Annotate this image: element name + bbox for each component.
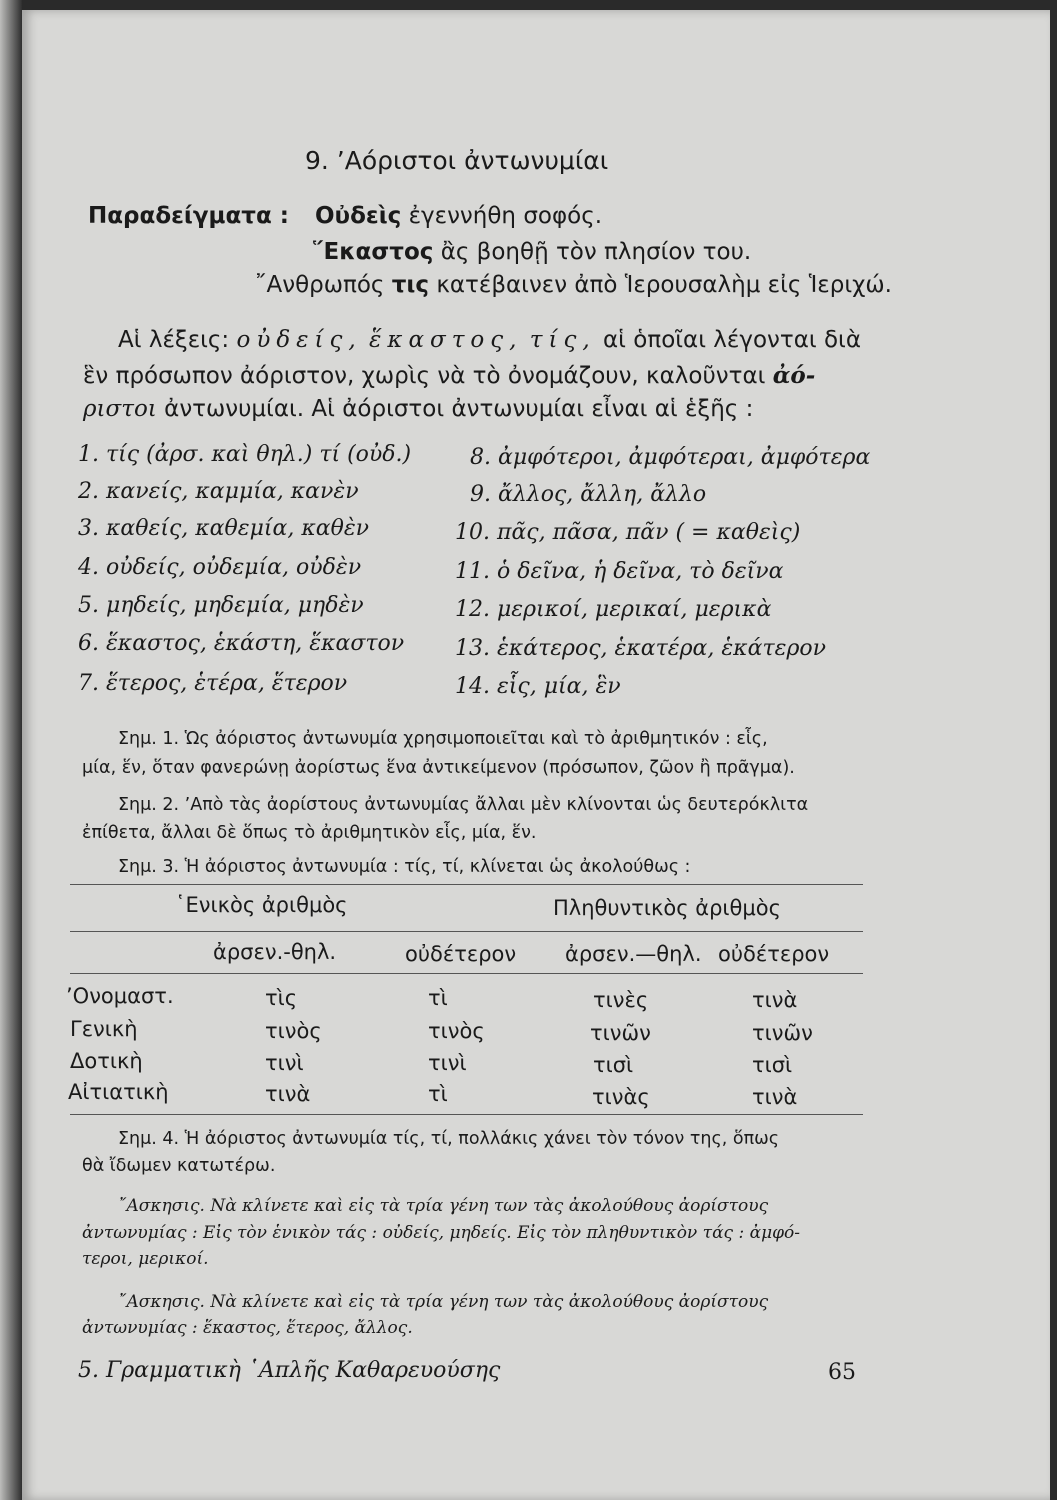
section-heading: 9. ’Αόριστοι ἀντωνυμίαι: [305, 146, 609, 175]
note-2-line-2: ἐπίθετα, ἄλλαι δὲ ὅπως τὸ ἀριθμητικὸν εἷς, μία, ἕν.: [82, 823, 537, 843]
list-right-14: 14. εἷς, μία, ἓν: [455, 674, 621, 699]
list-left-6: 6. ἕκαστος, ἑκάστη, ἕκαστον: [78, 631, 405, 656]
exercise-1-line-1: ῎Ασκησις. Νὰ κλίνετε καὶ εἰς τὰ τρία γένη των τὰς ἀκολούθους ἀορίστους: [118, 1196, 769, 1216]
list-left-7: 7. ἕτερος, ἑτέρα, ἕτερον: [78, 671, 348, 696]
para-l1-a: Αἱ λέξεις:: [118, 327, 230, 353]
list-left-2: 2. κανείς, καμμία, κανὲν: [78, 479, 359, 504]
example-line-2: [312, 239, 751, 265]
para-word-ekastos: ἕκαστος,: [369, 327, 523, 353]
example-1-bold: Οὐδεὶς: [315, 203, 402, 229]
paragraph-line-3: [83, 396, 753, 422]
table-case-nominative: ’Ονομαστ.: [66, 984, 174, 1008]
page-binding-edge: [0, 0, 22, 1500]
table-cell: τισὶ: [593, 1053, 634, 1077]
para-l2-italic: ἀό-: [772, 362, 816, 389]
table-case-genitive: Γενικὴ: [70, 1017, 138, 1041]
table-cell: τινῶν: [590, 1021, 651, 1045]
list-left-1: 1. τίς (ἀρσ. καὶ θηλ.) τί (οὐδ.): [78, 442, 412, 467]
list-right-10: 10. πᾶς, πᾶσα, πᾶν ( = καθεὶς): [455, 520, 801, 545]
table-rule-top: [70, 884, 863, 885]
example-3-bold: τις: [391, 272, 430, 298]
example-3-pre: ῎Ανθρωπός: [255, 272, 385, 298]
para-l3: ἀντωνυμίαι. Αἱ ἀόριστοι ἀντωνυμίαι εἶναι αἱ ἑξῆς :: [164, 396, 754, 422]
table-cell: τὶ: [428, 986, 448, 1010]
table-subheader-4: οὐδέτερον: [718, 942, 830, 966]
note-4-line-1: Σημ. 4. Ἡ ἀόριστος ἀντωνυμία τίς, τί, πολλάκις χάνει τὸν τόνον της, ὅπως: [118, 1129, 780, 1149]
list-right-8: 8. ἀμφότεροι, ἀμφότεραι, ἀμφότερα: [470, 445, 871, 470]
table-cell: τὶς: [265, 986, 298, 1010]
table-cell: τὶ: [428, 1082, 448, 1106]
para-l3-italic: ριστοι: [83, 396, 157, 422]
para-l1-b: αἱ ὁποῖαι λέγονται διὰ: [603, 327, 861, 353]
table-subheader-2: οὐδέτερον: [405, 942, 517, 966]
table-cell: τινὸς: [428, 1019, 485, 1043]
book-page: [22, 10, 1050, 1500]
table-header-singular: ῾Ενικὸς ἀριθμὸς: [175, 893, 348, 917]
example-3-rest: κατέβαινεν ἀπὸ Ἱερουσαλὴμ εἰς Ἱεριχώ.: [436, 272, 892, 298]
list-left-5: 5. μηδείς, μηδεμία, μηδὲν: [78, 593, 364, 618]
table-cell: τισὶ: [752, 1053, 793, 1077]
table-cell: τινὰ: [752, 988, 798, 1012]
examples-label: Παραδείγματα :: [88, 203, 289, 229]
note-2-line-1: Σημ. 2. ’Απὸ τὰς ἀορίστους ἀντωνυμίας ἄλλαι μὲν κλίνονται ὡς δευτερόκλιτα: [118, 795, 809, 815]
exercise-2-line-2: ἀντωνυμίας : ἕκαστος, ἕτερος, ἄλλος.: [82, 1318, 413, 1338]
table-subheader-1: ἀρσεν.-θηλ.: [213, 940, 337, 964]
table-cell: τινὰς: [592, 1085, 650, 1109]
table-cell: τινῶν: [752, 1021, 813, 1045]
table-rule-bottom: [70, 1114, 863, 1115]
note-1-line-2: μία, ἕν, ὅταν φανερώνῃ ἀορίστως ἕνα ἀντικείμενον (πρόσωπον, ζῶον ἢ πρᾶγμα).: [82, 758, 795, 778]
paragraph-line-1: [118, 327, 861, 353]
list-right-12: 12. μερικοί, μερικαί, μερικὰ: [455, 597, 772, 622]
note-4-line-2: θὰ ἴδωμεν κατωτέρω.: [82, 1156, 276, 1176]
table-cell: τινὰ: [752, 1085, 798, 1109]
table-cell: τινὸς: [265, 1019, 322, 1043]
table-header-plural: Πληθυντικὸς ἀριθμὸς: [553, 896, 781, 920]
exercise-1-line-2: ἀντωνυμίας : Εἰς τὸν ἑνικὸν τάς : οὐδείς, μηδείς. Εἰς τὸν πληθυντικὸν τάς : ἀμφό-: [82, 1223, 801, 1243]
para-word-tis: τίς,: [529, 327, 596, 353]
table-cell: τινὶ: [265, 1051, 304, 1075]
table-case-accusative: Αἰτιατικὴ: [68, 1080, 169, 1104]
list-left-3: 3. καθείς, καθεμία, καθὲν: [78, 516, 370, 541]
example-2-bold: ῞Εκαστος: [312, 239, 434, 265]
footer-book-title: 5. Γραμματικὴ ῾Απλῆς Καθαρευούσης: [78, 1358, 501, 1383]
table-rule-header-bottom: [70, 973, 863, 974]
example-1-rest: ἐγεννήθη σοφός.: [408, 203, 603, 229]
exercise-1-line-3: τεροι, μερικοί.: [82, 1249, 209, 1269]
para-word-oudeis: οὐδείς,: [236, 327, 362, 353]
example-line-3: [255, 272, 892, 298]
paragraph-line-2: [83, 362, 815, 389]
page-number: 65: [828, 1360, 856, 1385]
list-right-13: 13. ἑκάτερος, ἑκατέρα, ἑκάτερον: [455, 636, 826, 661]
example-line-1: [315, 203, 602, 229]
example-2-rest: ἂς βοηθῇ τὸν πλησίον του.: [440, 239, 752, 265]
note-1-line-1: Σημ. 1. Ὡς ἀόριστος ἀντωνυμία χρησιμοποιεῖται καὶ τὸ ἀριθμητικόν : εἷς,: [118, 729, 768, 749]
table-case-dative: Δοτικὴ: [70, 1049, 143, 1073]
table-cell: τινὶ: [428, 1051, 467, 1075]
table-rule-mid: [70, 931, 863, 932]
list-left-4: 4. οὐδείς, οὐδεμία, οὐδὲν: [78, 555, 362, 580]
table-subheader-3: ἀρσεν.—θηλ.: [565, 942, 702, 966]
note-3: Σημ. 3. Ἡ ἀόριστος ἀντωνυμία : τίς, τί, κλίνεται ὡς ἀκολούθως :: [118, 857, 691, 877]
list-right-11: 11. ὁ δεῖνα, ἡ δεῖνα, τὸ δεῖνα: [455, 559, 784, 584]
list-right-9: 9. ἄλλος, ἄλλη, ἄλλο: [470, 482, 707, 507]
table-cell: τινὲς: [593, 988, 649, 1012]
exercise-2-line-1: ῎Ασκησις. Νὰ κλίνετε καὶ εἰς τὰ τρία γένη των τὰς ἀκολούθους ἀορίστους: [118, 1292, 769, 1312]
table-cell: τινὰ: [265, 1082, 311, 1106]
para-l2: ἓν πρόσωπον ἀόριστον, χωρὶς νὰ τὸ ὀνομάζουν, καλοῦνται: [83, 363, 766, 389]
